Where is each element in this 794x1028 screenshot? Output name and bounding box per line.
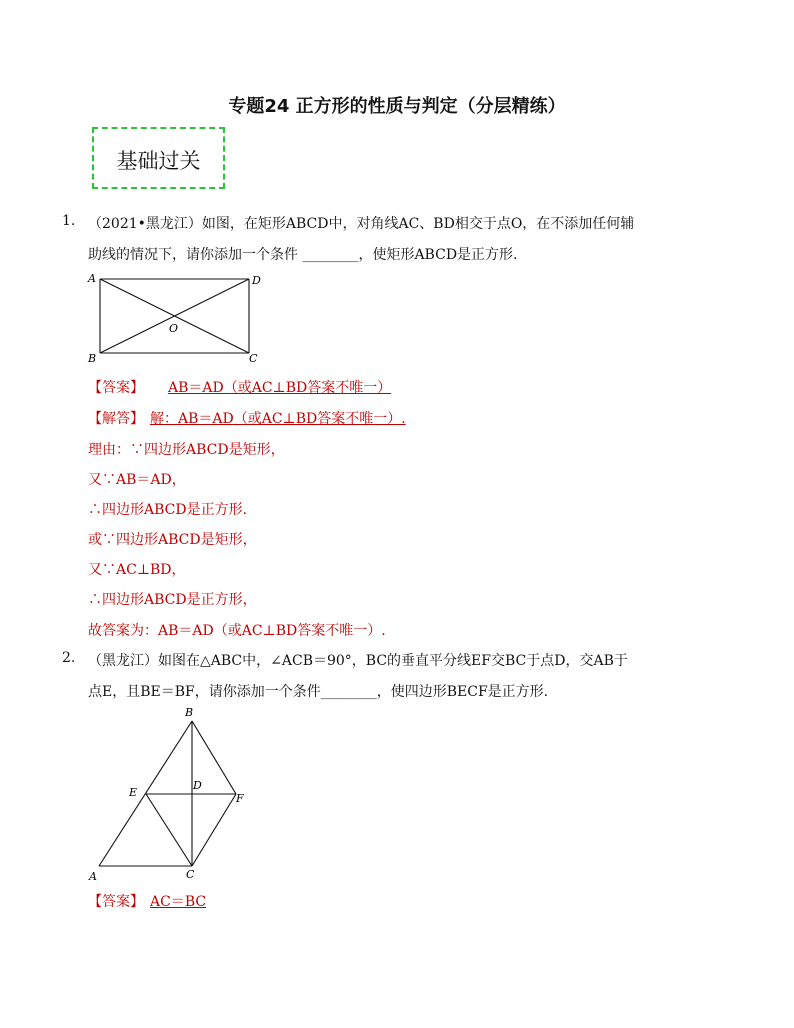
q1-step-2: 又∵AB＝AD， [88,472,186,488]
q2-text-line2: 点E，且BE＝BF，请你添加一个条件________，使四边形BECF是正方形. [88,684,549,700]
label-f: F [236,792,244,805]
label-d: D [252,274,261,287]
page-title: 专题24 正方形的性质与判定（分层精练） [228,96,566,117]
edge-fc [192,794,236,866]
q1-step-1: 理由：∵四边形ABCD是矩形， [88,442,285,458]
section-badge-label: 基础过关 [116,149,201,173]
q1-step-3: ∴四边形ABCD是正方形. [88,502,248,518]
q2-number: 2. [62,650,76,666]
q1-text-line1: （2021•黑龙江）如图，在矩形ABCD中，对角线AC、BD相交于点O，在不添加任何辅 [88,216,635,232]
label-a: A [88,272,96,285]
segment-ec [146,794,192,866]
label-b: B [88,352,97,365]
q1-step-6: ∴四边形ABCD是正方形， [88,592,257,608]
q1-number: 1. [62,213,76,229]
q1-step-4: 或∵四边形ABCD是矩形， [88,532,257,548]
q1-rectangle-figure [82,270,272,370]
q1-solution-tag: 【解答】 [88,411,144,427]
q2-triangle-figure [82,702,262,884]
label-o: O [169,322,179,335]
q1-solution-text: 解：AB＝AD（或AC⊥BD答案不唯一）. [150,411,406,427]
q1-answer-text: AB＝AD（或AC⊥BD答案不唯一） [168,380,392,396]
q1-text-line2: 助线的情况下，请你添加一个条件 ________，使矩形ABCD是正方形. [88,247,518,263]
q1-step-7: 故答案为：AB＝AD（或AC⊥BD答案不唯一）. [88,623,386,639]
label-b: B [185,706,194,719]
q1-step-5: 又∵AC⊥BD， [88,562,186,578]
q2-answer-tag: 【答案】 [88,894,144,910]
label-d: D [193,779,202,792]
q2-answer-text: AC＝BC [150,894,207,910]
label-a: A [89,870,97,883]
section-badge [92,127,225,189]
label-c: C [186,868,195,881]
label-c: C [249,352,258,365]
label-e: E [129,786,138,799]
q1-answer-tag: 【答案】 [88,380,144,396]
q2-text-line1: （黑龙江）如图在△ABC中，∠ACB＝90°，BC的垂直平分线EF交BC于点D，交AB于 [88,653,628,669]
